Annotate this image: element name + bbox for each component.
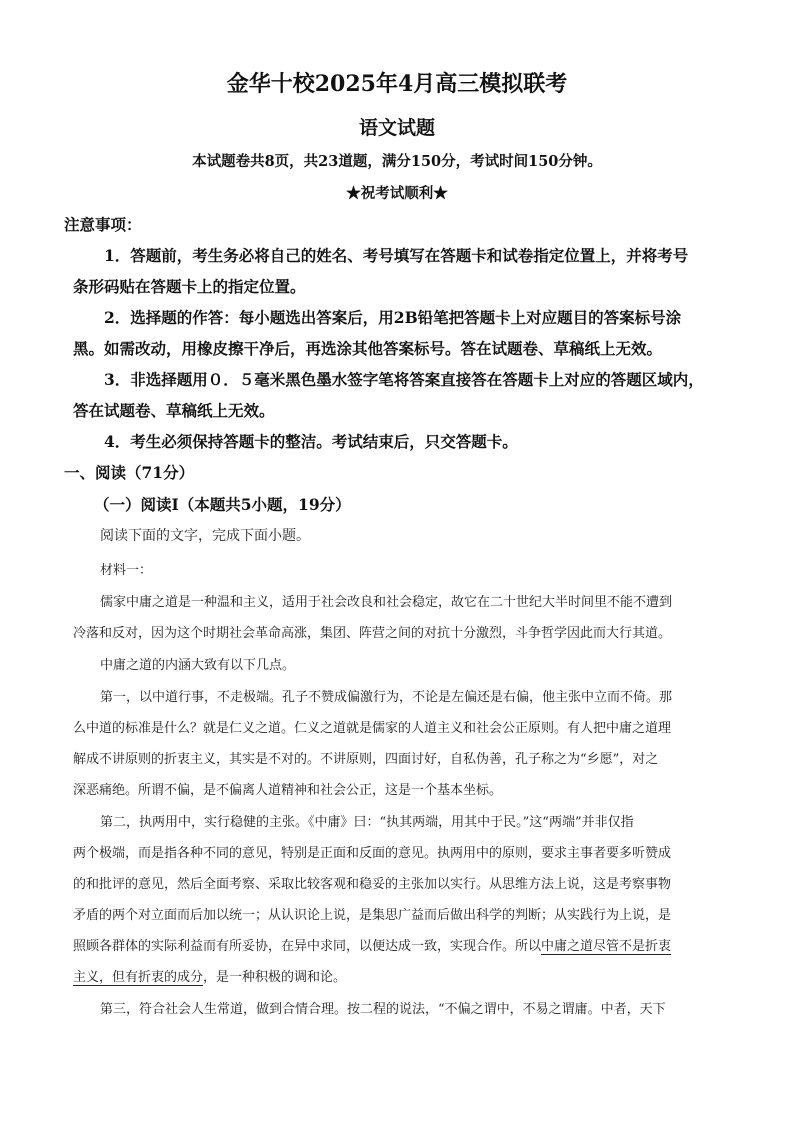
underlined-phrase: 主义，但有折衷的成分	[73, 970, 204, 985]
passage-line: 儒家中庸之道是一种温和主义，适用于社会改良和社会稳定，故它在二十世纪大半时间里不能不遭到	[100, 595, 673, 610]
notice-line: 黑。如需改动，用橡皮擦干净后，再选涂其他答案标号。答在试题卷、草稿纸上无效。	[73, 339, 663, 358]
passage-line: 矛盾的两个对立面而后加以统一；从认识论上说，是集思广益而后做出科学的判断；从实践行为上说，是	[73, 908, 672, 923]
passage-line: 深恶痛绝。所谓不偏，是不偏离人道精神和社会公正，这是一个基本坐标。	[73, 783, 503, 798]
passage-line: 第三，符合社会人生常道，做到合情合理。按二程的说法，“不偏之谓中，不易之谓庸。中者，天下	[100, 1002, 666, 1017]
passage-line: 冷落和反对，因为这个时期社会革命高涨，集团、阵营之间的对抗十分激烈，斗争哲学因此而大行其道。	[73, 626, 672, 641]
exam-title: 金华十校2025年4月高三模拟联考	[226, 71, 568, 97]
notice-line: 答在试题卷、草稿纸上无效。	[73, 401, 275, 420]
notice-line: 4．考生必须保持答题卡的整洁。考试结束后，只交答题卡。	[104, 432, 518, 451]
passage-line: 的和批评的意见，然后全面考察、采取比较客观和稳妥的主张加以实行。从思维方法上说，这是考察事物	[73, 877, 672, 892]
passage-line: 第一，以中道行事，不走极端。孔子不赞成偏激行为，不论是左偏还是右偏，他主张中立而不倚。那	[100, 690, 673, 705]
section-heading: 一、阅读（71分）	[64, 463, 195, 482]
passage-line: 两个极端，而是指各种不同的意见，特别是正面和反面的意见。执两用中的原则，要求主事者要多听赞成	[73, 846, 672, 861]
passage-text: 照顾各群体的实际利益而有所妥协，在异中求同，以便达成一致，实现合作。所以	[73, 939, 542, 954]
notice-line: 条形码贴在答题卡上的指定位置。	[73, 277, 306, 296]
passage-line: 中庸之道的内涵大致有以下几点。	[100, 658, 296, 673]
passage-line	[73, 966, 346, 985]
material-label: 材料一：	[100, 563, 153, 578]
blessing-text: ★祝考试顺利★	[346, 185, 448, 202]
passage-line: 第二，执两用中，实行稳健的主张。《中庸》曰：“执其两端，用其中于民。”这“两端”并非仅指	[100, 815, 634, 830]
notice-heading: 注意事项：	[64, 215, 142, 234]
passage-text: ，是一种积极的调和论。	[203, 970, 347, 985]
notice-line: 2．选择题的作答：每小题选出答案后，用2B铅笔把答题卡上对应题目的答案标号涂	[104, 308, 682, 327]
notice-line: 3．非选择题用０．５毫米黑色墨水签字笔将答案直接答在答题卡上对应的答题区域内，	[104, 370, 704, 389]
subject-title: 语文试题	[358, 117, 435, 139]
passage-line	[73, 935, 671, 954]
notice-line: 1．答题前，考生务必将自己的姓名、考号填写在答题卡和试卷指定位置上，并将考号	[104, 246, 689, 265]
reading-instruction: 阅读下面的文字，完成下面小题。	[100, 528, 310, 544]
passage-line: 解成不讲原则的折衷主义，其实是不对的。不讲原则，四面讨好，自私伪善，孔子称之为“乡愿”，对之	[73, 752, 659, 767]
passage-line: 么中道的标准是什么？就是仁义之道。仁义之道就是儒家的人道主义和社会公正原则。有人把中庸之道理	[73, 721, 672, 736]
exam-info: 本试题卷共8页，共23道题，满分150分，考试时间150分钟。	[192, 153, 602, 170]
underlined-phrase: 中庸之道尽管不是折衷	[541, 939, 672, 954]
subsection-heading: （一）阅读Ⅰ（本题共5小题，19分）	[94, 495, 351, 514]
